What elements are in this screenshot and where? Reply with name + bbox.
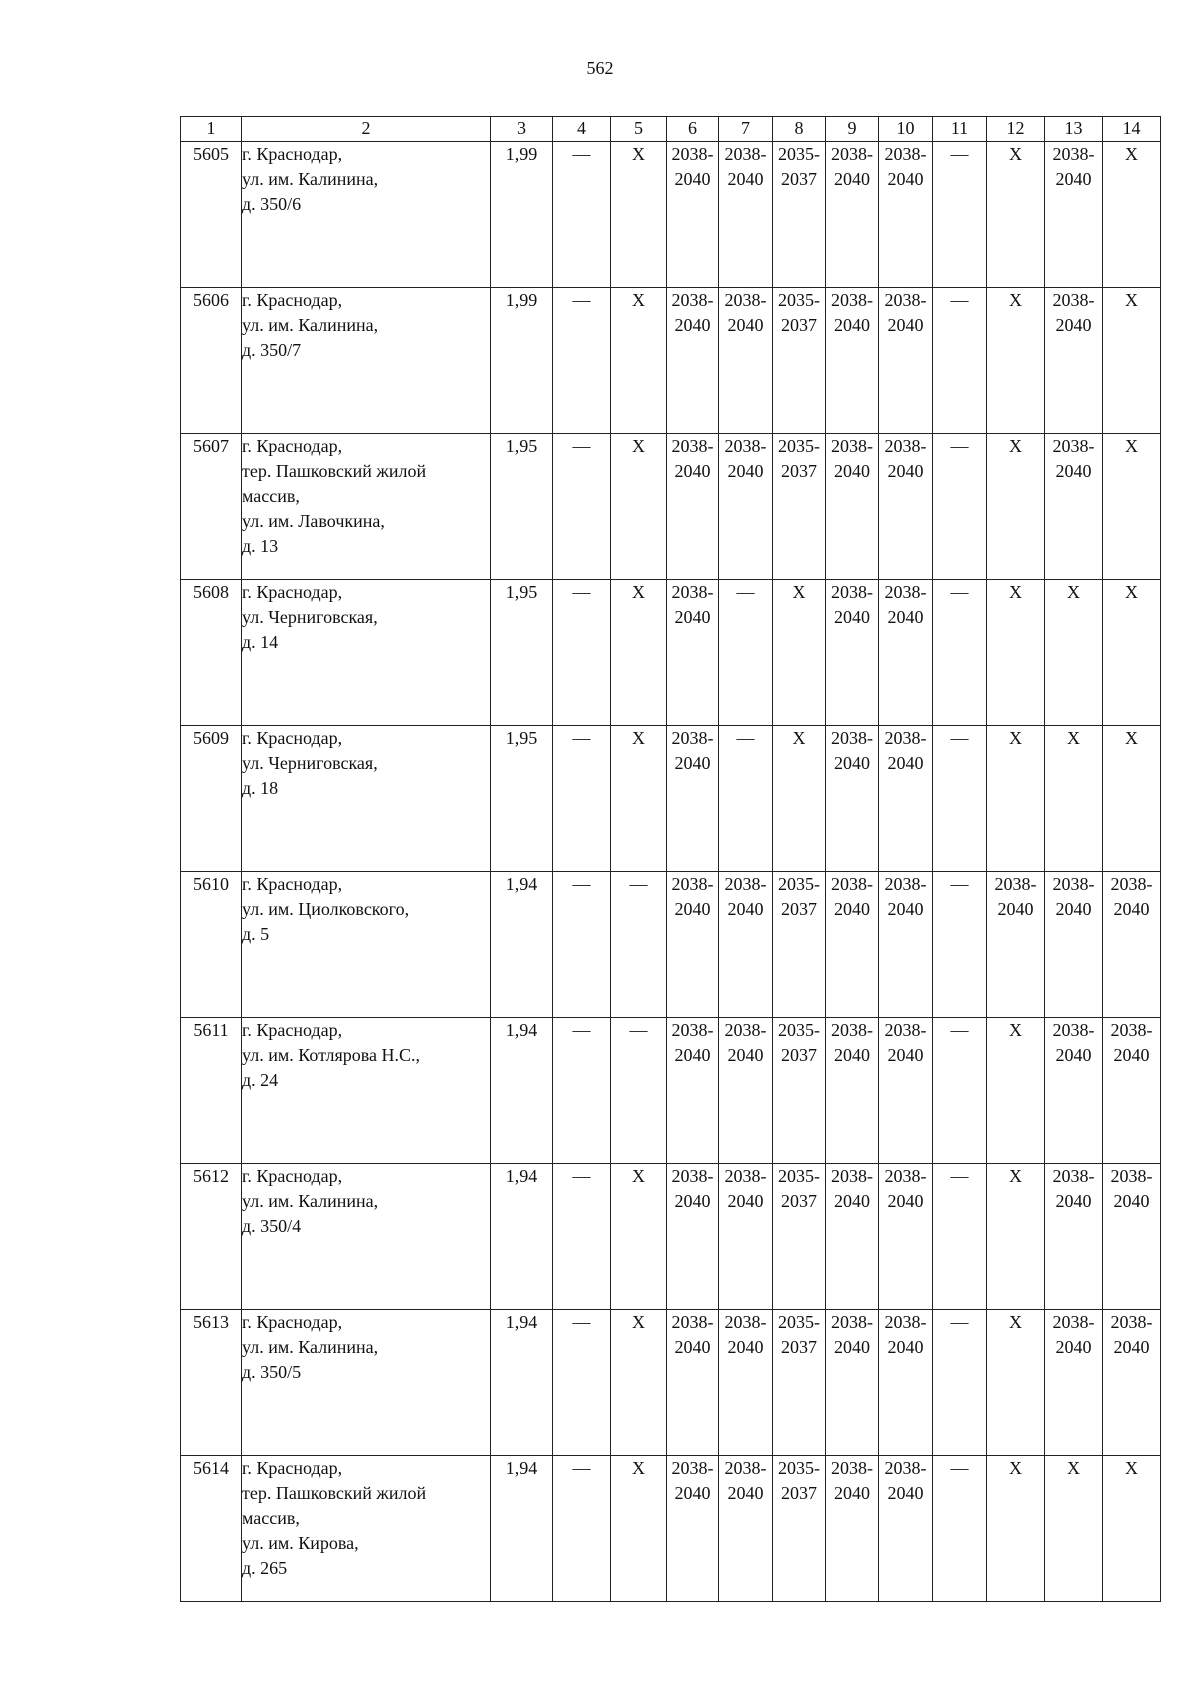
value-cell-4: — — [553, 872, 611, 1018]
value-cell-4: — — [553, 288, 611, 434]
value-cell-11: — — [933, 1164, 987, 1310]
value-cell-10: 2038- 2040 — [879, 1310, 933, 1456]
value-cell-11: — — [933, 872, 987, 1018]
value-cell-7: 2038- 2040 — [719, 142, 773, 288]
value-cell-13: 2038- 2040 — [1045, 872, 1103, 1018]
value-cell-3: 1,95 — [491, 434, 553, 580]
value-cell-5: Х — [611, 1456, 667, 1602]
row-number-cell: 5606 — [181, 288, 242, 434]
value-cell-7: — — [719, 726, 773, 872]
value-cell-13: 2038- 2040 — [1045, 288, 1103, 434]
address-cell: г. Краснодар, ул. им. Калинина, д. 350/5 — [242, 1310, 491, 1456]
value-cell-10: 2038- 2040 — [879, 434, 933, 580]
address-cell: г. Краснодар, ул. им. Циолковского, д. 5 — [242, 872, 491, 1018]
value-cell-12: Х — [987, 726, 1045, 872]
address-cell: г. Краснодар, тер. Пашковский жилой массив, ул. им. Лавочкина, д. 13 — [242, 434, 491, 580]
value-cell-13: Х — [1045, 580, 1103, 726]
value-cell-4: — — [553, 142, 611, 288]
value-cell-8: 2035- 2037 — [773, 872, 826, 1018]
value-cell-6: 2038- 2040 — [667, 142, 719, 288]
value-cell-10: 2038- 2040 — [879, 142, 933, 288]
value-cell-13: 2038- 2040 — [1045, 142, 1103, 288]
value-cell-9: 2038- 2040 — [826, 726, 879, 872]
value-cell-3: 1,94 — [491, 1164, 553, 1310]
value-cell-6: 2038- 2040 — [667, 872, 719, 1018]
value-cell-9: 2038- 2040 — [826, 872, 879, 1018]
column-header: 5 — [611, 117, 667, 142]
row-number-cell: 5605 — [181, 142, 242, 288]
value-cell-6: 2038- 2040 — [667, 1456, 719, 1602]
value-cell-10: 2038- 2040 — [879, 726, 933, 872]
table-row — [181, 872, 1161, 1018]
value-cell-6: 2038- 2040 — [667, 434, 719, 580]
table-row — [181, 288, 1161, 434]
value-cell-4: — — [553, 580, 611, 726]
value-cell-4: — — [553, 1164, 611, 1310]
value-cell-12: Х — [987, 1456, 1045, 1602]
value-cell-10: 2038- 2040 — [879, 1018, 933, 1164]
value-cell-6: 2038- 2040 — [667, 1018, 719, 1164]
value-cell-6: 2038- 2040 — [667, 580, 719, 726]
value-cell-5: Х — [611, 1164, 667, 1310]
address-cell: г. Краснодар, ул. им. Калинина, д. 350/6 — [242, 142, 491, 288]
value-cell-4: — — [553, 1310, 611, 1456]
value-cell-3: 1,94 — [491, 1456, 553, 1602]
value-cell-5: Х — [611, 1310, 667, 1456]
value-cell-12: 2038- 2040 — [987, 872, 1045, 1018]
value-cell-10: 2038- 2040 — [879, 288, 933, 434]
value-cell-3: 1,95 — [491, 726, 553, 872]
row-number-cell: 5607 — [181, 434, 242, 580]
value-cell-6: 2038- 2040 — [667, 288, 719, 434]
row-number-cell: 5611 — [181, 1018, 242, 1164]
value-cell-7: 2038- 2040 — [719, 1164, 773, 1310]
value-cell-8: 2035- 2037 — [773, 288, 826, 434]
value-cell-7: 2038- 2040 — [719, 434, 773, 580]
value-cell-5: Х — [611, 726, 667, 872]
value-cell-12: Х — [987, 1164, 1045, 1310]
table-row — [181, 1310, 1161, 1456]
value-cell-4: — — [553, 434, 611, 580]
value-cell-9: 2038- 2040 — [826, 1018, 879, 1164]
value-cell-11: — — [933, 1018, 987, 1164]
table-row — [181, 580, 1161, 726]
table-row — [181, 1456, 1161, 1602]
value-cell-4: — — [553, 1456, 611, 1602]
value-cell-12: Х — [987, 1018, 1045, 1164]
value-cell-11: — — [933, 288, 987, 434]
value-cell-13: 2038- 2040 — [1045, 1018, 1103, 1164]
column-header: 4 — [553, 117, 611, 142]
address-cell: г. Краснодар, ул. Черниговская, д. 14 — [242, 580, 491, 726]
column-header: 10 — [879, 117, 933, 142]
value-cell-14: 2038- 2040 — [1103, 1310, 1161, 1456]
table-row — [181, 142, 1161, 288]
value-cell-6: 2038- 2040 — [667, 1164, 719, 1310]
value-cell-6: 2038- 2040 — [667, 1310, 719, 1456]
value-cell-9: 2038- 2040 — [826, 288, 879, 434]
value-cell-14: Х — [1103, 726, 1161, 872]
value-cell-7: 2038- 2040 — [719, 1456, 773, 1602]
value-cell-9: 2038- 2040 — [826, 1164, 879, 1310]
value-cell-14: 2038- 2040 — [1103, 1018, 1161, 1164]
value-cell-8: 2035- 2037 — [773, 1310, 826, 1456]
value-cell-9: 2038- 2040 — [826, 142, 879, 288]
value-cell-9: 2038- 2040 — [826, 1456, 879, 1602]
column-header: 13 — [1045, 117, 1103, 142]
value-cell-11: — — [933, 434, 987, 580]
value-cell-14: Х — [1103, 142, 1161, 288]
value-cell-12: Х — [987, 142, 1045, 288]
column-header: 8 — [773, 117, 826, 142]
value-cell-13: Х — [1045, 1456, 1103, 1602]
value-cell-10: 2038- 2040 — [879, 580, 933, 726]
value-cell-4: — — [553, 726, 611, 872]
address-cell: г. Краснодар, ул. им. Калинина, д. 350/4 — [242, 1164, 491, 1310]
value-cell-8: 2035- 2037 — [773, 1018, 826, 1164]
row-number-cell: 5609 — [181, 726, 242, 872]
value-cell-3: 1,99 — [491, 288, 553, 434]
value-cell-3: 1,94 — [491, 1310, 553, 1456]
register-table — [180, 116, 1161, 1602]
value-cell-11: — — [933, 1310, 987, 1456]
value-cell-10: 2038- 2040 — [879, 1456, 933, 1602]
row-number-cell: 5610 — [181, 872, 242, 1018]
column-header: 1 — [181, 117, 242, 142]
value-cell-13: 2038- 2040 — [1045, 1310, 1103, 1456]
column-header: 9 — [826, 117, 879, 142]
value-cell-8: Х — [773, 580, 826, 726]
address-cell: г. Краснодар, тер. Пашковский жилой массив, ул. им. Кирова, д. 265 — [242, 1456, 491, 1602]
value-cell-8: Х — [773, 726, 826, 872]
column-header: 12 — [987, 117, 1045, 142]
column-header: 2 — [242, 117, 491, 142]
value-cell-3: 1,95 — [491, 580, 553, 726]
value-cell-14: Х — [1103, 1456, 1161, 1602]
value-cell-5: — — [611, 1018, 667, 1164]
value-cell-8: 2035- 2037 — [773, 1456, 826, 1602]
value-cell-5: Х — [611, 434, 667, 580]
row-number-cell: 5612 — [181, 1164, 242, 1310]
table-row — [181, 1164, 1161, 1310]
column-header: 11 — [933, 117, 987, 142]
column-header: 3 — [491, 117, 553, 142]
value-cell-3: 1,99 — [491, 142, 553, 288]
row-number-cell: 5614 — [181, 1456, 242, 1602]
value-cell-3: 1,94 — [491, 1018, 553, 1164]
value-cell-5: — — [611, 872, 667, 1018]
value-cell-14: 2038- 2040 — [1103, 1164, 1161, 1310]
value-cell-9: 2038- 2040 — [826, 580, 879, 726]
value-cell-3: 1,94 — [491, 872, 553, 1018]
value-cell-4: — — [553, 1018, 611, 1164]
value-cell-11: — — [933, 1456, 987, 1602]
table-row — [181, 434, 1161, 580]
address-cell: г. Краснодар, ул. им. Котлярова Н.С., д. 24 — [242, 1018, 491, 1164]
row-number-cell: 5613 — [181, 1310, 242, 1456]
value-cell-12: Х — [987, 580, 1045, 726]
value-cell-12: Х — [987, 434, 1045, 580]
value-cell-9: 2038- 2040 — [826, 1310, 879, 1456]
value-cell-11: — — [933, 580, 987, 726]
table-row — [181, 726, 1161, 872]
table-body — [181, 142, 1161, 1602]
value-cell-13: Х — [1045, 726, 1103, 872]
value-cell-7: — — [719, 580, 773, 726]
column-header: 7 — [719, 117, 773, 142]
value-cell-5: Х — [611, 580, 667, 726]
value-cell-14: Х — [1103, 288, 1161, 434]
value-cell-14: Х — [1103, 434, 1161, 580]
value-cell-10: 2038- 2040 — [879, 1164, 933, 1310]
value-cell-11: — — [933, 726, 987, 872]
value-cell-10: 2038- 2040 — [879, 872, 933, 1018]
value-cell-7: 2038- 2040 — [719, 288, 773, 434]
value-cell-9: 2038- 2040 — [826, 434, 879, 580]
header-row — [181, 117, 1161, 142]
value-cell-7: 2038- 2040 — [719, 1018, 773, 1164]
value-cell-7: 2038- 2040 — [719, 872, 773, 1018]
row-number-cell: 5608 — [181, 580, 242, 726]
value-cell-8: 2035- 2037 — [773, 434, 826, 580]
column-header: 14 — [1103, 117, 1161, 142]
value-cell-13: 2038- 2040 — [1045, 434, 1103, 580]
value-cell-13: 2038- 2040 — [1045, 1164, 1103, 1310]
value-cell-5: Х — [611, 288, 667, 434]
table-row — [181, 1018, 1161, 1164]
value-cell-14: 2038- 2040 — [1103, 872, 1161, 1018]
value-cell-7: 2038- 2040 — [719, 1310, 773, 1456]
value-cell-6: 2038- 2040 — [667, 726, 719, 872]
value-cell-8: 2035- 2037 — [773, 1164, 826, 1310]
value-cell-5: Х — [611, 142, 667, 288]
value-cell-14: Х — [1103, 580, 1161, 726]
page-number: 562 — [586, 58, 614, 78]
value-cell-8: 2035- 2037 — [773, 142, 826, 288]
value-cell-11: — — [933, 142, 987, 288]
value-cell-12: Х — [987, 288, 1045, 434]
value-cell-12: Х — [987, 1310, 1045, 1456]
column-header: 6 — [667, 117, 719, 142]
address-cell: г. Краснодар, ул. Черниговская, д. 18 — [242, 726, 491, 872]
address-cell: г. Краснодар, ул. им. Калинина, д. 350/7 — [242, 288, 491, 434]
